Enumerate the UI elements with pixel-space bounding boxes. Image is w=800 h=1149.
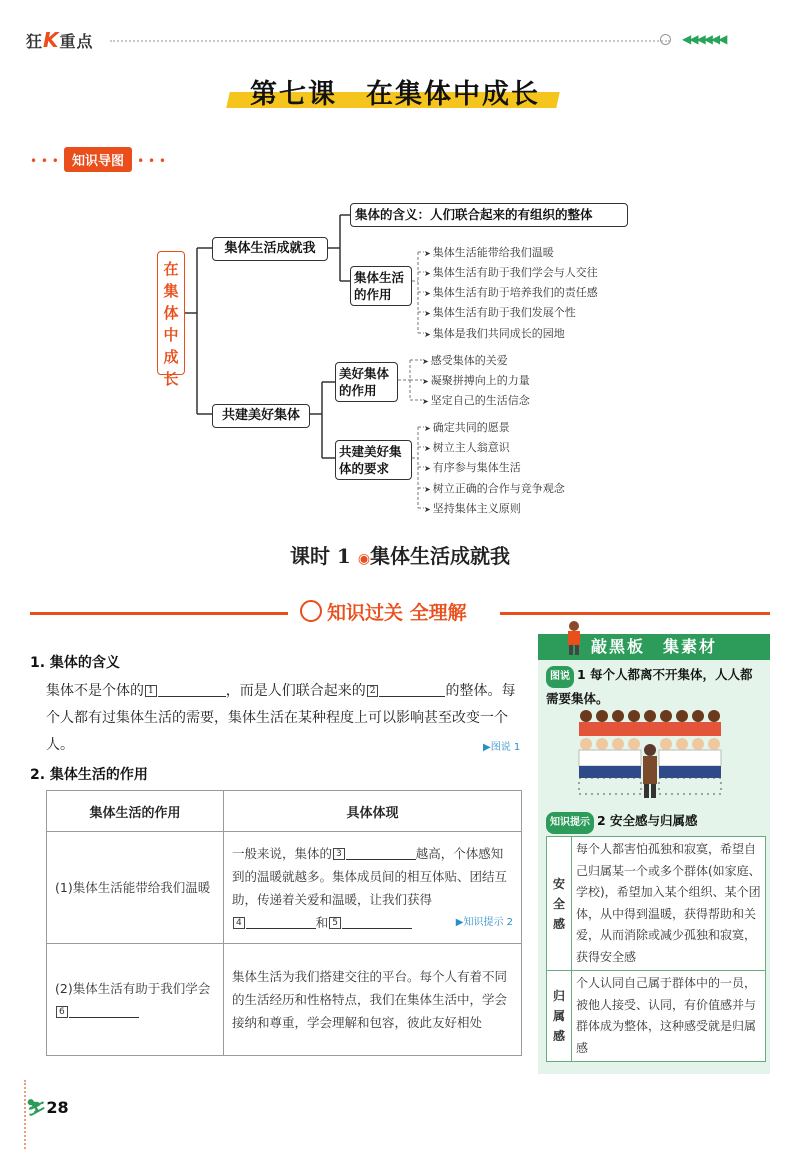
section-title: 知识过关 全理解 — [300, 598, 467, 625]
blank-6[interactable] — [69, 1017, 139, 1018]
tip-note: 知识提示 2 安全感与归属感 — [546, 810, 762, 834]
blank-1[interactable] — [158, 696, 226, 697]
figure-tag: 图说 — [546, 666, 574, 688]
table-cell-detail: 一般来说，集体的 3 越高，个体感知到的温暖就越多。集体成员间的相互体贴、团结互助，传递着关爱和温暖，让我们获得 4 和 5 ▶知识提示 2 — [224, 832, 522, 944]
table-row — [547, 971, 766, 1062]
table-header: 集体生活的作用 — [47, 791, 224, 832]
tip-tag: 知识提示 — [546, 812, 594, 834]
map-root: 在集体中成长 — [157, 251, 185, 375]
blank-2[interactable] — [379, 696, 445, 697]
security-key: 安全感 — [547, 837, 572, 971]
map-branch-2: 共建美好集体 — [212, 404, 310, 428]
sense-table — [546, 836, 766, 1062]
meaning-paragraph: 集体不是个体的 1 ，而是人们联合起来的 2 的整体。每个人都有过集体生活的需要，集体生活在某种程度上可以影响甚至改变一个人。 — [46, 683, 516, 753]
chorus-illustration — [574, 706, 734, 802]
heading-meaning: 1. 集体的含义 — [30, 655, 120, 671]
map-role-leaf: ➤ 集体生活有助于我们学会与人交往 — [424, 264, 598, 280]
table-row — [547, 837, 766, 971]
table-row — [47, 832, 522, 944]
section-icon — [300, 600, 322, 622]
heading-role: 2. 集体生活的作用 — [30, 767, 148, 783]
brand-logo: 狂K重点 — [26, 28, 94, 52]
table-row — [47, 944, 522, 1056]
map-req-leaf: ➤ 树立主人翁意识 — [424, 439, 510, 455]
figure-ref-1[interactable]: ▶图说 1 — [483, 742, 521, 753]
map-good-role-label: 美好集体的作用 — [335, 362, 398, 402]
page-corner-decoration — [0, 1080, 26, 1149]
tip-ref-2[interactable]: ▶知识提示 2 — [455, 916, 513, 928]
role-table — [46, 790, 522, 1056]
panel-title: 敲黑板 集素材 — [538, 634, 770, 660]
map-meaning: 集体的含义：人们联合起来的有组织的整体 — [350, 203, 628, 227]
map-req-leaf: ➤ 坚持集体主义原则 — [424, 500, 521, 516]
blank-3[interactable] — [346, 859, 416, 860]
lesson-title: 第七课 在集体中成长 — [228, 72, 558, 112]
map-role-label: 集体生活的作用 — [350, 266, 412, 306]
knowledge-map-tag: • • • 知识导图 • • • — [30, 147, 166, 172]
map-role-leaf: ➤ 集体生活有助于培养我们的责任感 — [424, 284, 598, 300]
map-good-role-leaf: ➤ 坚定自己的生活信念 — [422, 392, 530, 408]
blank-5[interactable] — [342, 928, 412, 929]
map-role-leaf: ➤ 集体是我们共同成长的园地 — [424, 325, 565, 341]
map-req-leaf: ➤ 确定共同的愿景 — [424, 419, 510, 435]
security-text: 每个人都害怕孤独和寂寞，希望自己归属某一个或多个群体(如家庭、学校)，希望加入某个组织、某个团体，从中得到温暖，获得帮助和关爱，从而消除或减少孤独和寂寞，获得安全感 — [572, 837, 766, 971]
page-number: ⛷28 — [26, 1098, 69, 1117]
table-cell-role: (2)集体生活有助于我们学会6 — [47, 944, 224, 1056]
page-icon: ⛷ — [26, 1098, 47, 1117]
map-req-label: 共建美好集体的要求 — [335, 440, 412, 480]
map-role-leaf: ➤ 集体生活能带给我们温暖 — [424, 244, 554, 260]
section-bar-right — [500, 612, 770, 615]
table-cell-detail: 集体生活为我们搭建交往的平台。每个人有着不同的生活经历和性格特点，我们在集体生活中，学会接纳和尊重，学会理解和包容，彼此友好相处 — [224, 944, 522, 1056]
teacher-icon — [564, 620, 584, 656]
map-branch-1: 集体生活成就我 — [212, 237, 328, 261]
map-req-leaf: ➤ 树立正确的合作与竞争观念 — [424, 480, 565, 496]
belong-key: 归属感 — [547, 971, 572, 1062]
section-bar-left — [30, 612, 288, 615]
figure-note: 图说 1 每个人都离不开集体，人人都需要集体。 — [546, 667, 753, 706]
period-subtitle: 课时 1 ◉集体生活成就我 — [289, 544, 511, 568]
map-role-leaf: ➤ 集体生活有助于我们发展个性 — [424, 304, 576, 320]
blank-4[interactable] — [246, 928, 316, 929]
table-header: 具体体现 — [224, 791, 522, 832]
table-cell-role: (1)集体生活能带给我们温暖 — [47, 832, 224, 944]
map-req-leaf: ➤ 有序参与集体生活 — [424, 459, 521, 475]
map-good-role-leaf: ➤ 感受集体的关爱 — [422, 352, 508, 368]
belong-text: 个人认同自己属于群体中的一员，被他人接受、认同，有价值感并与群体成为整体，这种感受就是归属感 — [572, 971, 766, 1062]
header-arrows-icon: ◀◀◀◀◀◀ — [682, 32, 726, 46]
map-good-role-leaf: ➤ 凝聚拼搏向上的力量 — [422, 372, 530, 388]
